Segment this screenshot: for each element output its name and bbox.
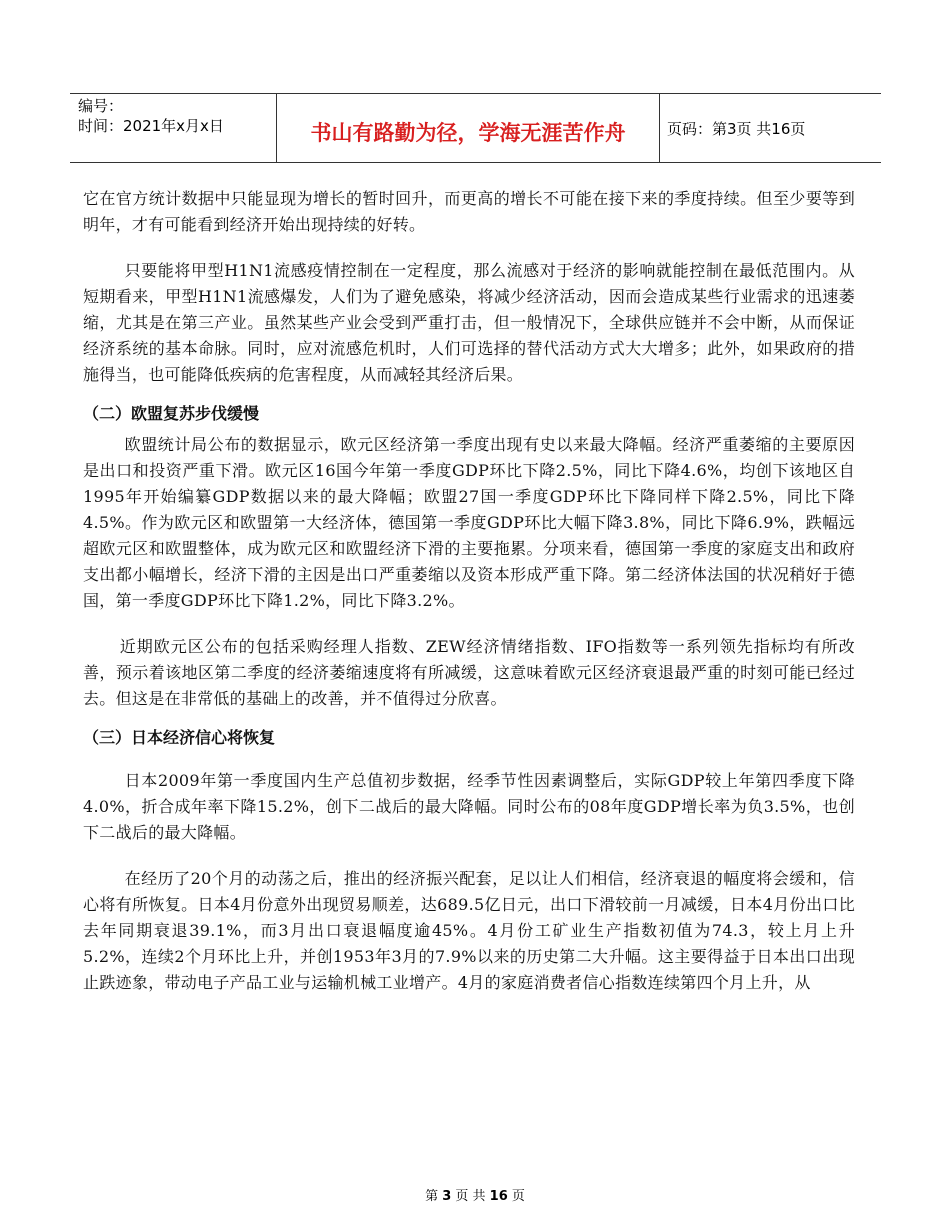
- paragraph-3: 欧盟统计局公布的数据显示，欧元区经济第一季度出现有史以来最大降幅。经济严重萎缩的主要原因是出口和投资严重下滑。欧元区16国今年第一季度GDP环比下降2.5%，同比下降4.6%，均创下该地区自1995年开始编纂GDP数据以来的最大降幅；欧盟27国一季度GDP环比下降同样下降2.5%，同比下降4.5%。作为欧元区和欧盟第一大经济体，德国第一季度GDP环比大幅下降3.8%，同比下降6.9%，跌幅远超欧元区和欧盟整体，成为欧元区和欧盟经济下滑的主要拖累。分项来看，德国第一季度的家庭支出和政府支出都小幅增长，经济下滑的主因是出口严重萎缩以及资本形成严重下降。第二经济体法国的状况稍好于德国，第一季度GDP环比下降1.2%，同比下降3.2%。: [83, 435, 855, 610]
- header-page-label: 页码：第3页 共16页: [667, 120, 806, 138]
- document-body: [83, 186, 855, 996]
- header-meta: [78, 96, 224, 136]
- header-bottom-rule: [70, 162, 881, 163]
- header-motto: 书山有路勤为径，学海无涯苦作舟: [310, 121, 626, 145]
- section-heading-2: （二）欧盟复苏步伐缓慢: [83, 404, 260, 423]
- paragraph-2: 只要能将甲型H1N1流感疫情控制在一定程度，那么流感对于经济的影响就能控制在最低范围内。从短期看来，甲型H1N1流感爆发，人们为了避免感染，将减少经济活动，因而会造成某些行业需求的迅速萎缩，尤其是在第三产业。虽然某些产业会受到严重打击，但一般情况下，全球供应链并不会中断，从而保证经济系统的基本命脉。同时，应对流感危机时，人们可选择的替代活动方式大大增多；此外，如果政府的措施得当，也可能降低疾病的危害程度，从而减轻其经济后果。: [83, 261, 855, 384]
- number-label: 编号：: [78, 97, 124, 115]
- page-footer: [0, 1185, 950, 1204]
- footer-prefix: 第: [425, 1189, 443, 1204]
- footer-current-page: 3: [442, 1189, 452, 1204]
- section-heading-3: （三）日本经济信心将恢复: [83, 728, 276, 747]
- paragraph-5: 日本2009年第一季度国内生产总值初步数据，经季节性因素调整后，实际GDP较上年第四季度下降4.0%，折合成年率下降15.2%，创下二战后的最大降幅。同时公布的08年度GDP增长率为负3.5%，也创下二战后的最大降幅。: [83, 771, 855, 842]
- header-divider-2: [659, 93, 660, 162]
- paragraph-6: 在经历了20个月的动荡之后，推出的经济振兴配套，足以让人们相信，经济衰退的幅度将会缓和，信心将有所恢复。日本4月份意外出现贸易顺差，达689.5亿日元，出口下滑较前一月减缓，日本4月份出口比去年同期衰退39.1%，而3月出口衰退幅度逾45%。4月份工矿业生产指数初值为74.3，较上月上升5.2%，连续2个月环比上升，并创1953年3月的7.9%以来的历史第二大升幅。这主要得益于日本出口出现止跌迹象，带动电子产品工业与运输机械工业增产。4月的家庭消费者信心指数连续第四个月上升，从: [83, 869, 855, 992]
- paragraph-4: 近期欧元区公布的包括采购经理人指数、ZEW经济情绪指数、IFO指数等一系列领先指标均有所改善，预示着该地区第二季度的经济萎缩速度将有所减缓，这意味着欧元区经济衰退最严重的时刻可能已经过去。但这是在非常低的基础上的改善，并不值得过分欣喜。: [83, 637, 855, 708]
- footer-suffix: 页: [507, 1189, 525, 1204]
- time-label: 时间：2021年x月x日: [78, 117, 224, 135]
- header-top-rule: [70, 93, 881, 94]
- paragraph-1: 它在官方统计数据中只能显现为增长的暂时回升，而更高的增长不可能在接下来的季度持续。但至少要等到明年，才有可能看到经济开始出现持续的好转。: [83, 189, 855, 234]
- footer-middle: 页 共: [451, 1189, 490, 1204]
- footer-total-pages: 16: [489, 1189, 508, 1204]
